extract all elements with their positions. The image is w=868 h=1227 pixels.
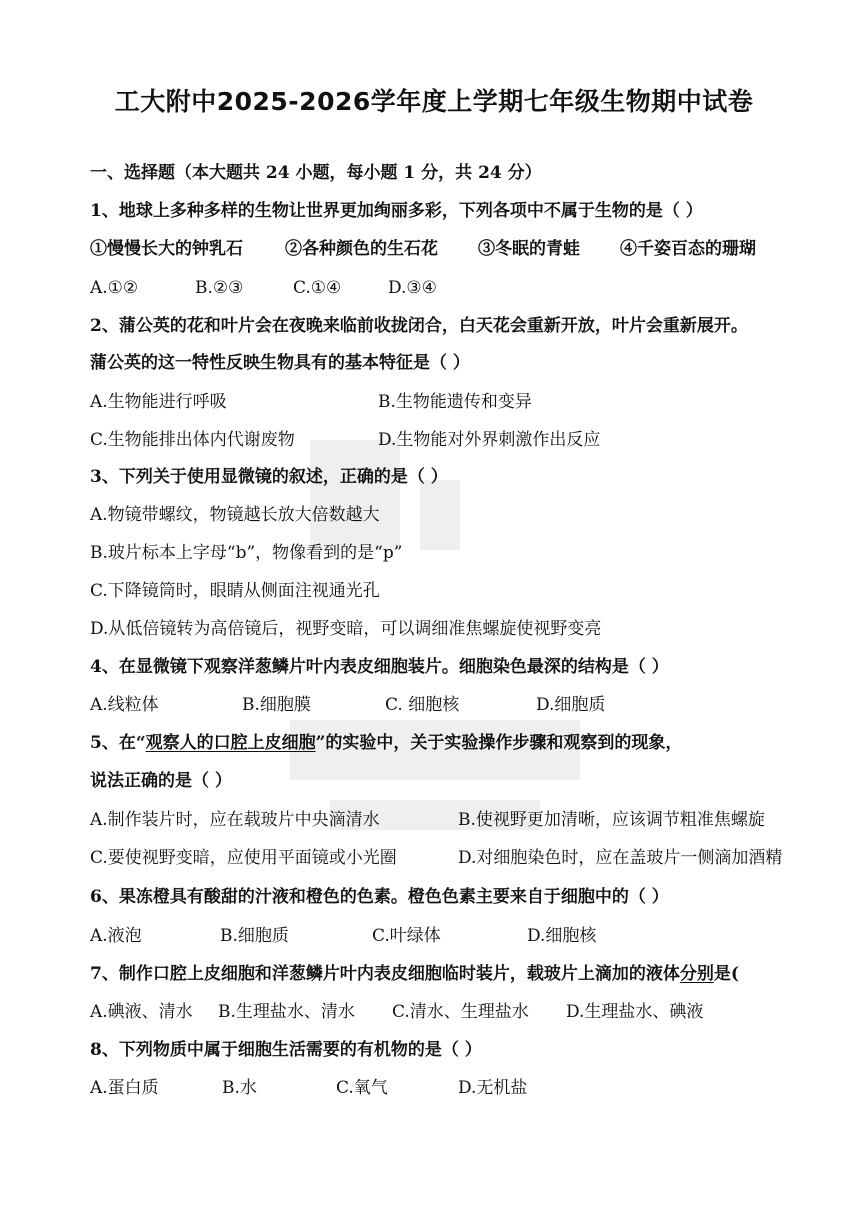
q1-item-3: ③冬眠的青蛙 xyxy=(478,239,580,259)
q5-stem-pre: 5、在“ xyxy=(90,733,146,753)
q8-option-b: B.水 xyxy=(222,1078,257,1098)
q2-option-d: D.生物能对外界刺激作出反应 xyxy=(378,430,601,450)
q7-stem-pre: 7、制作口腔上皮细胞和洋葱鳞片叶内表皮细胞临时装片，载玻片上滴加的液体 xyxy=(90,964,680,984)
question-1-stem: 1、地球上多种多样的生物让世界更加绚丽多彩，下列各项中不属于生物的是（ ） xyxy=(90,201,703,221)
q1-option-d: D.③④ xyxy=(388,278,437,298)
q6-option-a: A.液泡 xyxy=(90,926,142,946)
q8-option-a: A.蛋白质 xyxy=(90,1078,159,1098)
page-title: 工大附中2025-2026学年度上学期七年级生物期中试卷 xyxy=(114,87,754,116)
q1-option-a: A.①② xyxy=(90,278,139,298)
question-4-stem: 4、在显微镜下观察洋葱鳞片叶内表皮细胞装片。细胞染色最深的结构是（ ） xyxy=(90,657,669,677)
question-5-stem xyxy=(90,732,682,754)
question-6-stem: 6、果冻橙具有酸甜的汁液和橙色的色素。橙色色素主要来自于细胞中的（ ） xyxy=(90,887,669,907)
q6-option-b: B.细胞质 xyxy=(220,926,289,946)
q7-option-c: C.清水、生理盐水 xyxy=(392,1002,529,1022)
q2-option-b: B.生物能遗传和变异 xyxy=(378,392,532,412)
q7-stem-post: 是( xyxy=(713,964,739,984)
q7-option-b: B.生理盐水、清水 xyxy=(218,1002,355,1022)
q5-stem-underlined: 观察人的口腔上皮细胞 xyxy=(145,733,316,753)
question-8-stem: 8、下列物质中属于细胞生活需要的有机物的是（ ） xyxy=(90,1040,482,1060)
q7-option-a: A.碘液、清水 xyxy=(90,1002,193,1022)
question-2-stem: 2、蒲公英的花和叶片会在夜晚来临前收拢闭合，白天花会重新开放，叶片会重新展开。 xyxy=(90,316,748,336)
q6-option-d: D.细胞核 xyxy=(527,926,597,946)
q4-option-a: A.线粒体 xyxy=(90,695,159,715)
q4-option-b: B.细胞膜 xyxy=(242,695,311,715)
q1-option-b: B.②③ xyxy=(195,278,244,298)
question-2-stem-cont: 蒲公英的这一特性反映生物具有的基本特征是（ ） xyxy=(90,353,470,373)
q6-option-c: C.叶绿体 xyxy=(372,926,441,946)
q7-option-d: D.生理盐水、碘液 xyxy=(566,1002,704,1022)
q8-option-d: D.无机盐 xyxy=(458,1078,528,1098)
q2-option-a: A.生物能进行呼吸 xyxy=(90,392,227,412)
q7-stem-underlined: 分别 xyxy=(679,964,714,984)
q1-item-1: ①慢慢长大的钟乳石 xyxy=(90,239,243,259)
q8-option-c: C.氧气 xyxy=(336,1078,388,1098)
q5-option-c: C.要使视野变暗，应使用平面镜或小光圈 xyxy=(90,848,397,868)
q1-item-2: ②各种颜色的生石花 xyxy=(285,239,438,259)
question-3-stem: 3、下列关于使用显微镜的叙述，正确的是（ ） xyxy=(90,467,448,487)
q5-option-d: D.对细胞染色时，应在盖玻片一侧滴加酒精 xyxy=(458,848,783,868)
q5-option-b: B.使视野更加清晰，应该调节粗准焦螺旋 xyxy=(458,810,765,830)
section-heading: 一、选择题（本大题共 24 小题，每小题 1 分，共 24 分） xyxy=(90,163,542,183)
q3-option-b: B.玻片标本上字母“b”，物像看到的是“p” xyxy=(90,543,403,563)
q5-stem-post: ”的实验中，关于实验操作步骤和观察到的现象， xyxy=(315,733,683,753)
q4-option-c: C. 细胞核 xyxy=(385,695,460,715)
q2-option-c: C.生物能排出体内代谢废物 xyxy=(90,430,295,450)
q3-option-c: C.下降镜筒时，眼睛从侧面注视通光孔 xyxy=(90,581,380,601)
q3-option-d: D.从低倍镜转为高倍镜后，视野变暗，可以调细准焦螺旋使视野变亮 xyxy=(90,619,602,639)
question-7-stem xyxy=(90,963,858,985)
question-5-stem-cont: 说法正确的是（ ） xyxy=(90,771,232,791)
q1-option-c: C.①④ xyxy=(293,278,342,298)
q5-option-a: A.制作装片时，应在载玻片中央滴清水 xyxy=(90,810,380,830)
q3-option-a: A.物镜带螺纹，物镜越长放大倍数越大 xyxy=(90,505,380,525)
q1-item-4: ④千姿百态的珊瑚 xyxy=(620,239,756,259)
q4-option-d: D.细胞质 xyxy=(536,695,606,715)
